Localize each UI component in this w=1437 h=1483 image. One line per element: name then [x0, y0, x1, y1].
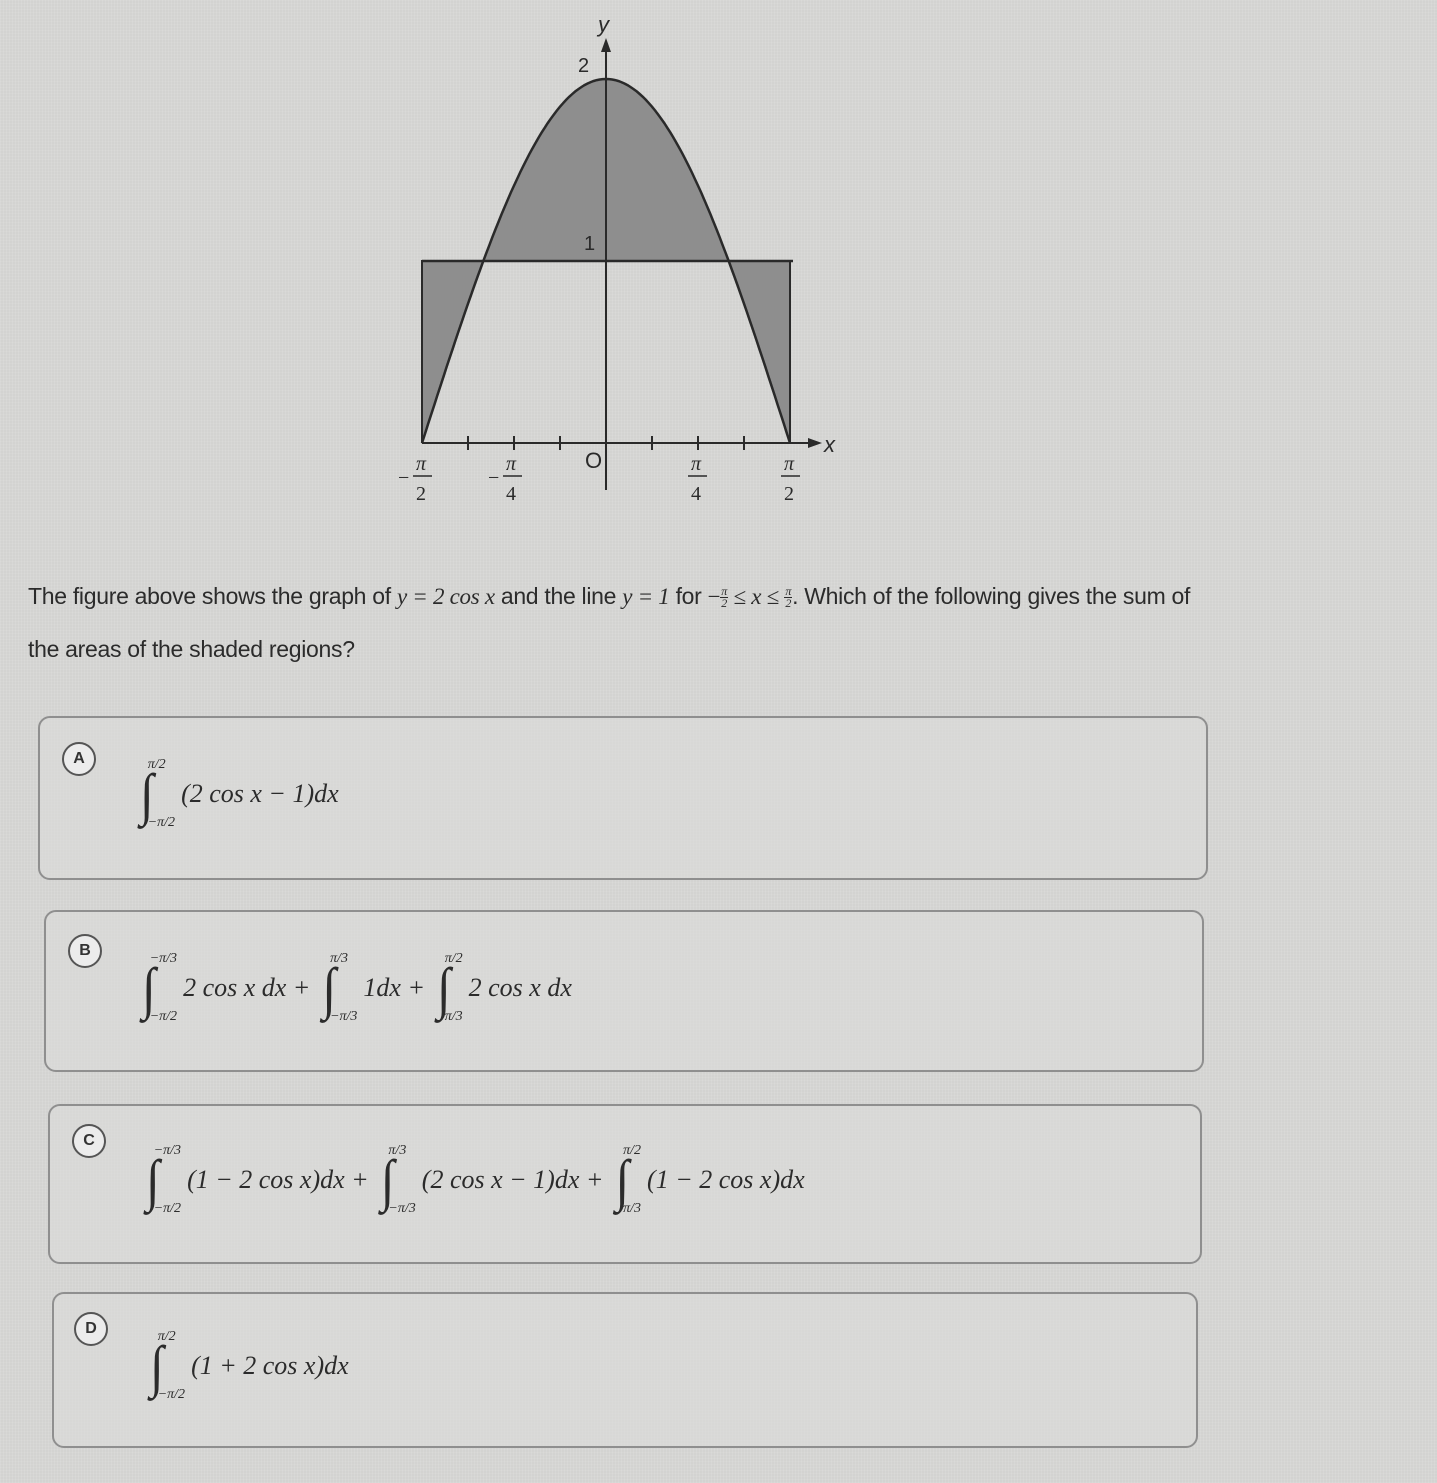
upper-limit: π/3 [330, 951, 348, 966]
question-part-3: for [669, 583, 708, 609]
y-axis-arrow [601, 38, 611, 52]
question-text [28, 570, 1208, 675]
svg-text:π: π [506, 453, 517, 475]
svg-text:π: π [691, 453, 702, 475]
option-letter-b: B [68, 934, 102, 968]
question-part-1: The figure above shows the graph of [28, 583, 397, 609]
integral-term: ∫ −π/3 −π/2 2 cos x dx + [142, 951, 311, 1024]
svg-text:−: − [398, 467, 410, 489]
integrand: 2 cos x dx + [183, 973, 311, 1002]
option-a-expression [140, 758, 351, 830]
question-part-4: . Which of the following gives the sum of the areas of the shaded regions? [28, 583, 1191, 662]
upper-limit: π/2 [444, 951, 463, 966]
integral-term: ∫ π/3 −π/3 (2 cos x − 1)dx + [380, 1143, 604, 1216]
integrand: (1 − 2 cos x)dx + [187, 1165, 369, 1194]
option-d-expression [150, 1330, 361, 1402]
option-b-expression [142, 952, 584, 1024]
question-part-2: and the line [494, 583, 623, 609]
svg-text:4: 4 [506, 483, 516, 505]
lower-limit: −π/2 [153, 1201, 182, 1216]
integral-term: ∫ π/2 π/3 (1 − 2 cos x)dx [615, 1143, 805, 1216]
integrand: (1 − 2 cos x)dx [647, 1165, 805, 1194]
x-axis-arrow [808, 438, 822, 448]
answer-option-d[interactable] [52, 1292, 1198, 1448]
svg-text:π: π [416, 453, 427, 475]
lower-limit: π/3 [623, 1201, 642, 1216]
integrand: 1dx + [363, 973, 426, 1002]
lower-limit: π/3 [444, 1009, 463, 1024]
x-tick-label-neg-pi-over-2 [398, 453, 432, 505]
lower-limit: −π/2 [157, 1387, 186, 1402]
y-tick-2: 2 [578, 55, 590, 77]
lower-limit: −π/3 [330, 1009, 358, 1024]
range-fraction-left: $\frac{\pi}{2}$ [721, 584, 727, 611]
option-letter-a: A [62, 742, 96, 776]
y-axis-label: y [598, 12, 609, 37]
integrand: 2 cos x dx [468, 973, 572, 1002]
integral-term: ∫ π/2 −π/2 (2 cos x − 1)dx [140, 757, 339, 830]
equation-curve: y = 2 cos x [396, 584, 495, 609]
lower-limit: −π/2 [149, 1009, 178, 1024]
equation-line: y = 1 [622, 584, 670, 609]
range-middle: ≤ x ≤ [728, 584, 785, 609]
x-tick-label-pi-over-2 [781, 453, 800, 505]
integrand: (2 cos x − 1)dx [181, 779, 339, 808]
integrand: (1 + 2 cos x)dx [191, 1351, 349, 1380]
lower-limit: −π/2 [147, 815, 176, 830]
integrand: (2 cos x − 1)dx + [421, 1165, 604, 1194]
option-c-expression [146, 1144, 817, 1216]
range-minus: − [707, 584, 721, 609]
answer-option-a[interactable] [38, 716, 1208, 880]
integral-term: ∫ π/2 π/3 2 cos x dx [437, 951, 572, 1024]
upper-limit: −π/3 [153, 1143, 182, 1158]
svg-text:2: 2 [416, 483, 426, 505]
upper-limit: π/2 [147, 757, 166, 772]
integral-term: ∫ π/3 −π/3 1dx + [322, 951, 426, 1024]
y-tick-1: 1 [584, 233, 596, 255]
option-letter-c: C [72, 1124, 106, 1158]
option-letter-d: D [74, 1312, 108, 1346]
svg-text:π: π [784, 453, 795, 475]
svg-text:2: 2 [784, 483, 794, 505]
integral-term: ∫ −π/3 −π/2 (1 − 2 cos x)dx + [146, 1143, 369, 1216]
svg-text:4: 4 [691, 483, 701, 505]
upper-limit: π/3 [388, 1143, 407, 1158]
lower-limit: −π/3 [388, 1201, 416, 1216]
answer-option-b[interactable] [44, 910, 1204, 1072]
cosine-graph [380, 10, 880, 530]
range-fraction-right: $\frac{\pi}{2}$ [785, 584, 792, 611]
x-axis-label: x [824, 432, 835, 457]
svg-text:−: − [488, 467, 500, 489]
upper-limit: π/2 [623, 1143, 642, 1158]
upper-limit: −π/3 [149, 951, 178, 966]
answer-option-c[interactable] [48, 1104, 1202, 1264]
upper-limit: π/2 [157, 1329, 176, 1344]
x-tick-label-neg-pi-over-4 [488, 453, 522, 505]
origin-label: O [585, 448, 603, 473]
integral-term: ∫ π/2 −π/2 (1 + 2 cos x)dx [150, 1329, 349, 1402]
x-tick-label-pi-over-4 [688, 453, 707, 505]
